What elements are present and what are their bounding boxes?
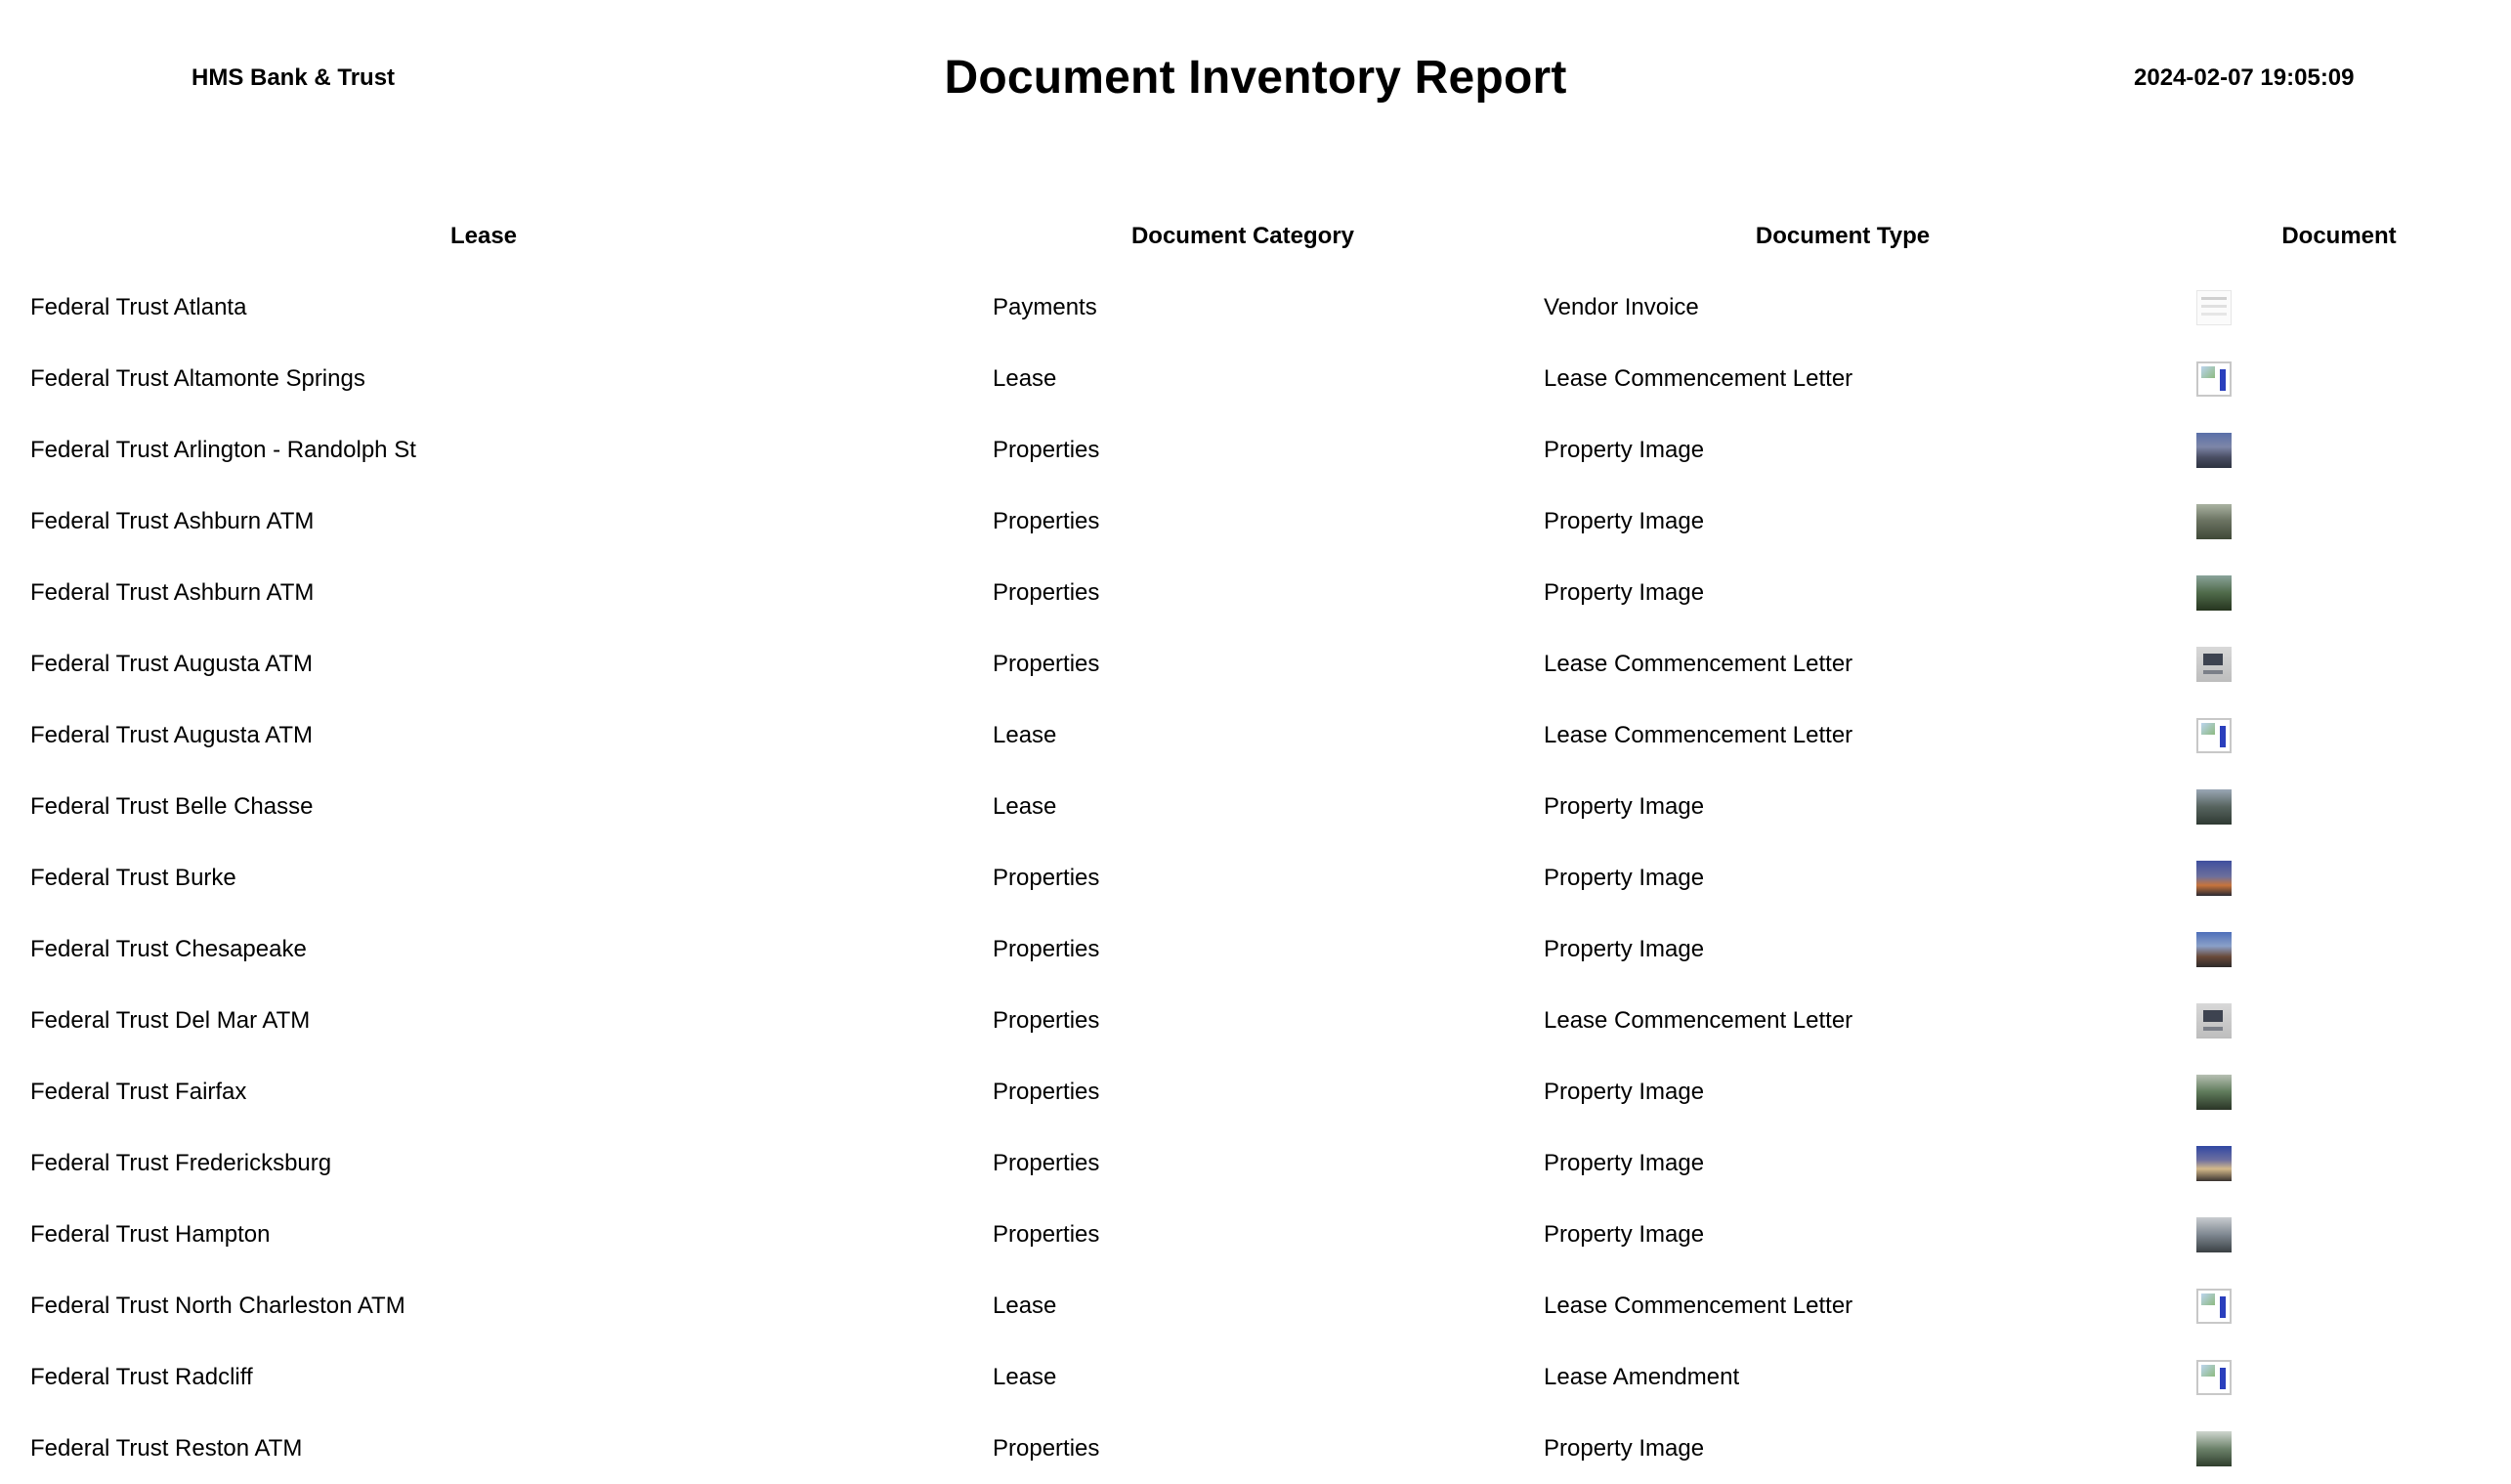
document-category-cell: Lease: [993, 1363, 1057, 1390]
document-cell: [2167, 1413, 2511, 1484]
company-name: HMS Bank & Trust: [192, 64, 396, 91]
lease-cell: Federal Trust Augusta ATM: [30, 650, 314, 677]
table-row: [0, 771, 2511, 842]
lease-cell: Federal Trust Del Mar ATM: [30, 1006, 311, 1034]
document-type-cell: Lease Commencement Letter: [1544, 1292, 1853, 1319]
document-thumbnail[interactable]: [2196, 647, 2232, 682]
document-thumbnail[interactable]: [2196, 504, 2232, 539]
table-row: [0, 842, 2511, 913]
document-category-cell: Properties: [993, 935, 1100, 962]
document-cell: [2167, 343, 2511, 414]
table-row: [0, 1056, 2511, 1127]
document-thumbnail[interactable]: [2196, 932, 2232, 967]
lease-cell: Federal Trust Burke: [30, 864, 236, 891]
table-row: [0, 1413, 2511, 1484]
lease-cell: Federal Trust Hampton: [30, 1220, 271, 1248]
document-cell: [2167, 414, 2511, 486]
lease-cell: Federal Trust Radcliff: [30, 1363, 253, 1390]
column-header-document-category: Document Category: [1130, 222, 1355, 249]
document-cell: [2167, 557, 2511, 628]
lease-cell: Federal Trust Chesapeake: [30, 935, 307, 962]
table-row: [0, 272, 2511, 343]
document-cell: [2167, 1341, 2511, 1413]
document-type-cell: Property Image: [1544, 792, 1705, 820]
table-row: [0, 1270, 2511, 1341]
document-thumbnail[interactable]: [2196, 1217, 2232, 1252]
lease-cell: Federal Trust Fairfax: [30, 1078, 247, 1105]
document-cell: [2167, 486, 2511, 557]
lease-cell: Federal Trust Ashburn ATM: [30, 507, 315, 534]
document-cell: [2167, 1270, 2511, 1341]
table-row: [0, 700, 2511, 771]
document-category-cell: Properties: [993, 650, 1100, 677]
document-category-cell: Lease: [993, 1292, 1057, 1319]
document-type-cell: Lease Commencement Letter: [1544, 721, 1853, 748]
document-inventory-table: [0, 200, 2511, 1484]
lease-cell: Federal Trust Augusta ATM: [30, 721, 314, 748]
document-type-cell: Property Image: [1544, 1434, 1705, 1462]
document-cell: [2167, 628, 2511, 700]
document-cell: [2167, 1127, 2511, 1199]
document-type-cell: Property Image: [1544, 578, 1705, 606]
document-thumbnail[interactable]: [2196, 1003, 2232, 1039]
document-cell: [2167, 913, 2511, 985]
document-category-cell: Properties: [993, 864, 1100, 891]
document-cell: [2167, 985, 2511, 1056]
lease-cell: Federal Trust Fredericksburg: [30, 1149, 332, 1176]
document-type-cell: Lease Commencement Letter: [1544, 650, 1853, 677]
table-row: [0, 343, 2511, 414]
report-header: [0, 0, 2511, 156]
document-cell: [2167, 842, 2511, 913]
document-category-cell: Properties: [993, 1078, 1100, 1105]
table-row: [0, 985, 2511, 1056]
document-type-cell: Lease Amendment: [1544, 1363, 1740, 1390]
table-row: [0, 486, 2511, 557]
document-category-cell: Properties: [993, 507, 1100, 534]
lease-cell: Federal Trust Altamonte Springs: [30, 364, 365, 392]
table-body: [0, 272, 2511, 1484]
column-header-lease: Lease: [449, 222, 518, 249]
document-thumbnail[interactable]: [2196, 718, 2232, 753]
column-header-document: Document: [2281, 222, 2397, 249]
lease-cell: Federal Trust Arlington - Randolph St: [30, 436, 416, 463]
table-row: [0, 557, 2511, 628]
document-type-cell: Lease Commencement Letter: [1544, 1006, 1853, 1034]
document-thumbnail[interactable]: [2196, 1360, 2232, 1395]
document-cell: [2167, 700, 2511, 771]
document-thumbnail[interactable]: [2196, 290, 2232, 325]
report-title: Document Inventory Report: [944, 52, 1567, 104]
document-thumbnail[interactable]: [2196, 1075, 2232, 1110]
table-row: [0, 414, 2511, 486]
document-category-cell: Properties: [993, 1149, 1100, 1176]
document-thumbnail[interactable]: [2196, 361, 2232, 397]
document-category-cell: Properties: [993, 1434, 1100, 1462]
document-thumbnail[interactable]: [2196, 789, 2232, 825]
report-timestamp: 2024-02-07 19:05:09: [2134, 64, 2355, 91]
document-thumbnail[interactable]: [2196, 1289, 2232, 1324]
lease-cell: Federal Trust Belle Chasse: [30, 792, 314, 820]
document-type-cell: Property Image: [1544, 1078, 1705, 1105]
document-type-cell: Lease Commencement Letter: [1544, 364, 1853, 392]
table-row: [0, 1199, 2511, 1270]
document-type-cell: Property Image: [1544, 1220, 1705, 1248]
document-thumbnail[interactable]: [2196, 1431, 2232, 1466]
document-thumbnail[interactable]: [2196, 433, 2232, 468]
table-row: [0, 1341, 2511, 1413]
document-category-cell: Payments: [993, 293, 1097, 320]
document-cell: [2167, 1056, 2511, 1127]
document-type-cell: Property Image: [1544, 507, 1705, 534]
document-cell: [2167, 272, 2511, 343]
lease-cell: Federal Trust Ashburn ATM: [30, 578, 315, 606]
document-type-cell: Vendor Invoice: [1544, 293, 1699, 320]
lease-cell: Federal Trust Atlanta: [30, 293, 247, 320]
document-type-cell: Property Image: [1544, 436, 1705, 463]
document-cell: [2167, 1199, 2511, 1270]
table-row: [0, 628, 2511, 700]
document-category-cell: Properties: [993, 578, 1100, 606]
column-header-document-type: Document Type: [1755, 222, 1931, 249]
table-row: [0, 913, 2511, 985]
document-thumbnail[interactable]: [2196, 1146, 2232, 1181]
document-category-cell: Lease: [993, 792, 1057, 820]
document-category-cell: Lease: [993, 364, 1057, 392]
document-category-cell: Properties: [993, 1006, 1100, 1034]
document-type-cell: Property Image: [1544, 864, 1705, 891]
lease-cell: Federal Trust Reston ATM: [30, 1434, 303, 1462]
document-type-cell: Property Image: [1544, 1149, 1705, 1176]
document-thumbnail[interactable]: [2196, 861, 2232, 896]
document-cell: [2167, 771, 2511, 842]
document-category-cell: Properties: [993, 436, 1100, 463]
document-type-cell: Property Image: [1544, 935, 1705, 962]
document-category-cell: Properties: [993, 1220, 1100, 1248]
table-header-row: [0, 200, 2511, 272]
document-category-cell: Lease: [993, 721, 1057, 748]
document-thumbnail[interactable]: [2196, 575, 2232, 611]
lease-cell: Federal Trust North Charleston ATM: [30, 1292, 405, 1319]
table-row: [0, 1127, 2511, 1199]
